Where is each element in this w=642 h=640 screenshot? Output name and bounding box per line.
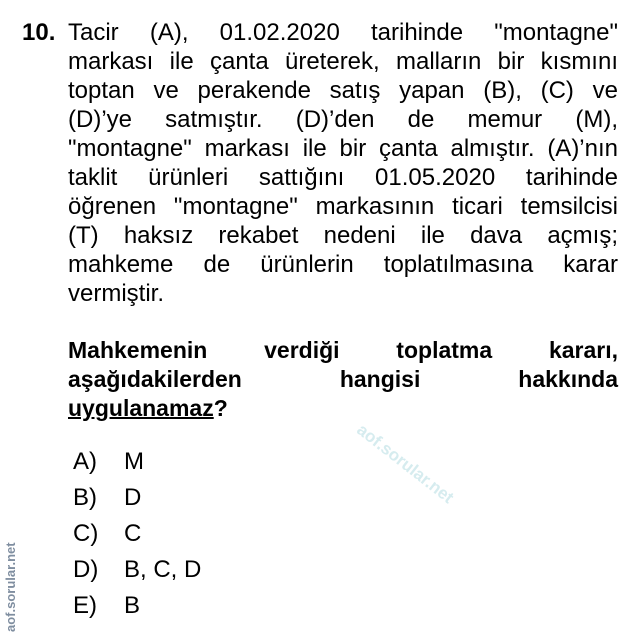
stem-line: taklit ürünleri sattığını 01.05.2020 tarihinde [68,164,618,191]
answer-options [73,444,201,624]
stem-line: toptan ve perakende satış yapan (B), (C) ve [68,77,618,104]
option-label: E) [73,592,97,619]
prompt-line: Mahkemenin verdiği toplatma kararı, [68,337,618,363]
option-text: B [124,592,141,619]
question-mark: ? [213,395,228,421]
question-prompt [68,336,618,423]
option-text: B, C, D [124,556,202,583]
option-label: A) [73,448,97,475]
watermark-side: aof.sorular.net [3,542,18,632]
stem-line: (D)’ye satmıştır. (D)’den de memur (M), [68,106,618,133]
option-text: D [124,484,142,511]
option-text: M [124,448,144,475]
watermark-diagonal: aof.sorular.net [353,420,458,508]
prompt-line: aşağıdakilerden hangisi hakkında [68,366,618,392]
stem-line: mahkeme de ürünlerin toplatılmasına karar [68,251,618,278]
option-c[interactable] [73,516,201,552]
option-d[interactable] [73,552,201,588]
stem-line: (T) haksız rekabet nedeni ile dava açmış; [68,222,618,249]
option-a[interactable] [73,444,201,480]
option-label: B) [73,484,97,511]
option-text: C [124,520,142,547]
option-label: D) [73,556,99,583]
underlined-keyword: uygulanamaz [68,395,214,421]
question-number: 10. [22,19,56,46]
option-b[interactable] [73,480,201,516]
stem-line: markası ile çanta üreterek, malların bir kısmını [68,48,618,75]
stem-line: vermiştir. [68,280,164,307]
stem-line: öğrenen "montagne" markasının ticari temsilcisi [68,193,618,220]
prompt-line-last [68,394,618,423]
stem-line: Tacir (A), 01.02.2020 tarihinde "montagne" [68,19,618,46]
stem-line: "montagne" markası ile bir çanta almıştır. (A)’nın [68,135,618,162]
option-e[interactable] [73,588,201,624]
question-stem [68,18,618,308]
option-label: C) [73,520,99,547]
